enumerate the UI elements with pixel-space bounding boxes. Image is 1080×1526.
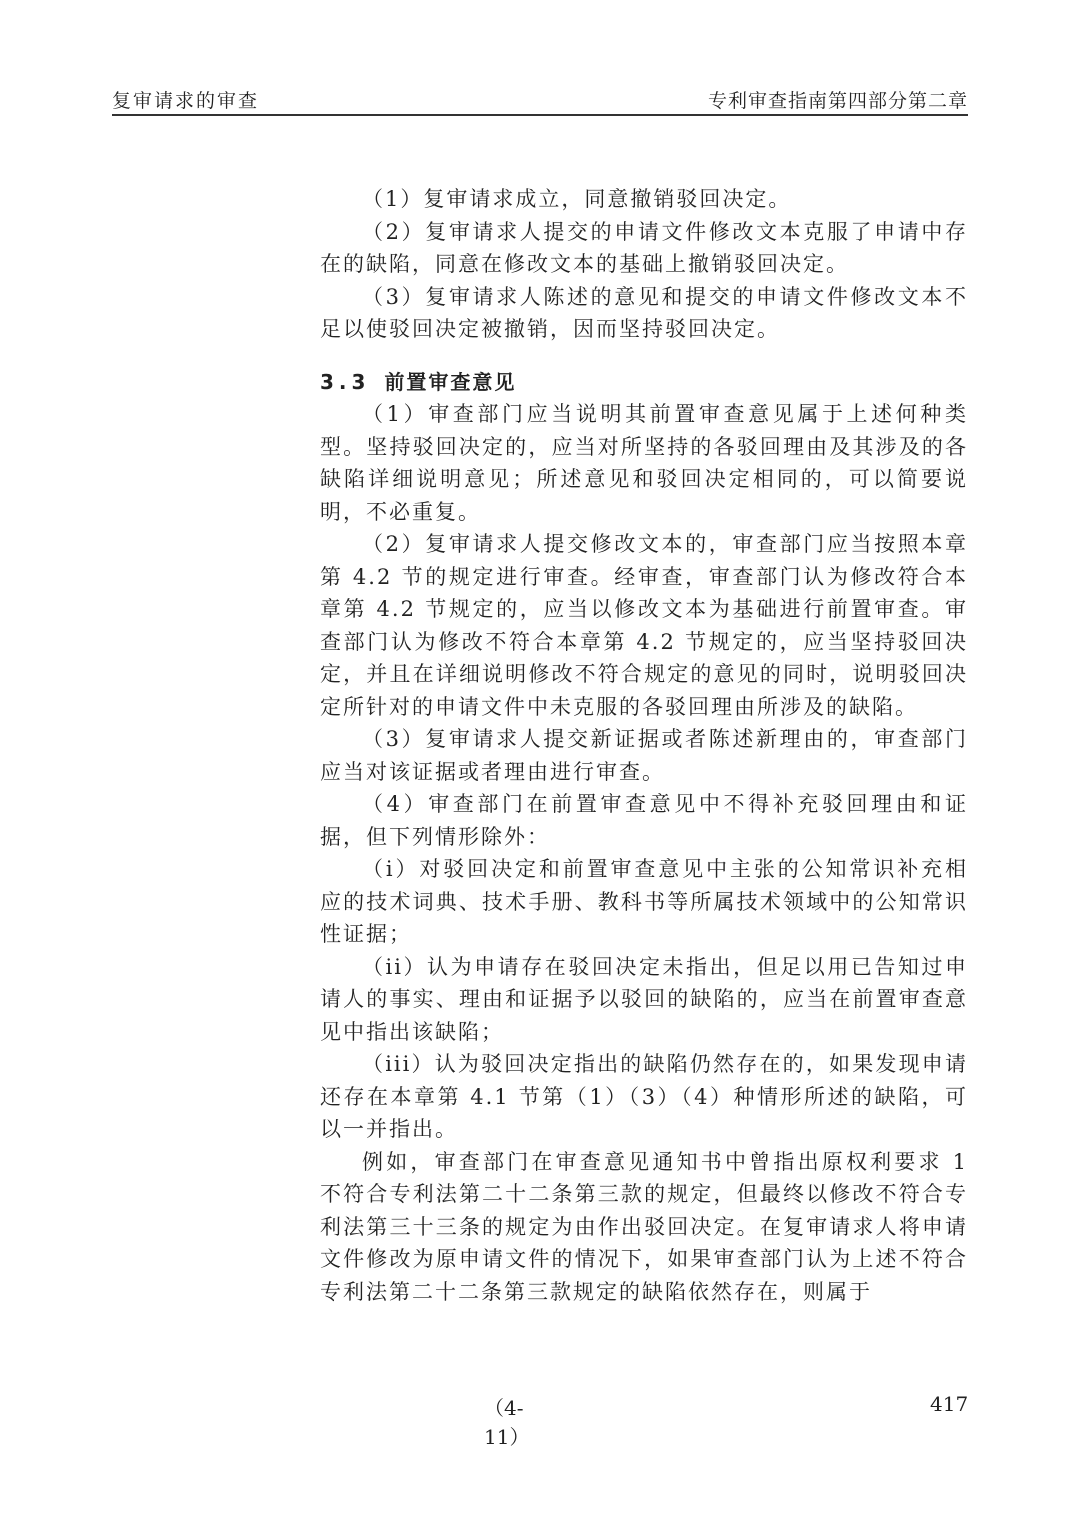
section-number: 3.3 (320, 369, 371, 394)
paragraph: （ii）认为申请存在驳回决定未指出，但足以用已告知过申请人的事实、理由和证据予以驳回的缺陷的，应当在前置审查意见中指出该缺陷； (320, 954, 968, 1044)
paragraph: （2）复审请求人提交修改文本的，审查部门应当按照本章第 4.2 节的规定进行审查。经审查，审查部门认为修改符合本章第 4.2 节规定的，应当以修改文本为基础进行前置审查。审查部门认为修改不符合本章第 4.2 节规定的，应当坚持驳回决定，并且在详细说明修改不符合规定的意见的同时，说明驳回决定所针对的申请文件中未克服的各驳回理由所涉及的缺陷。 (320, 532, 968, 719)
paragraph: （1）审查部门应当说明其前置审查意见属于上述何种类型。坚持驳回决定的，应当对所坚持的各驳回理由及其涉及的各缺陷详细说明意见；所述意见和驳回决定相同的，可以简要说明，不必重复。 (320, 402, 968, 524)
running-header (112, 80, 968, 116)
footer-section-code: （4-11） (484, 1396, 530, 1449)
paragraph: （i）对驳回决定和前置审查意见中主张的公知常识补充相应的技术词典、技术手册、教科书等所属技术领域中的公知常识性证据； (320, 857, 968, 946)
section-title: 前置审查意见 (384, 369, 517, 394)
paragraph: （2）复审请求人提交的申请文件修改文本克服了申请中存在的缺陷，同意在修改文本的基础上撤销驳回决定。 (320, 219, 968, 276)
page-body (320, 183, 968, 1308)
header-chapter-title: 复审请求的审查 (112, 90, 260, 112)
paragraph: （1）复审请求成立，同意撤销驳回决定。 (362, 187, 792, 211)
paragraph: （3）复审请求人提交新证据或者陈述新理由的，审查部门应当对该证据或者理由进行审查。 (320, 727, 968, 784)
header-book-title: 专利审查指南第四部分第二章 (707, 90, 968, 112)
page-number: 417 (930, 1392, 969, 1416)
paragraph: （iii）认为驳回决定指出的缺陷仍然存在的，如果发现申请还存在本章第 4.1 节第（1）（3）（4）种情形所述的缺陷，可以一并指出。 (320, 1052, 968, 1141)
paragraph: 例如，审查部门在审查意见通知书中曾指出原权利要求 1 不符合专利法第二十二条第三款的规定，但最终以修改不符合专利法第三十三条的规定为由作出驳回决定。在复审请求人将申请文件修改为原申请文件的情况下，如果审查部门认为上述不符合专利法第二十二条第三款规定的缺陷依然存在，则属于 (320, 1149, 968, 1304)
paragraph: （3）复审请求人陈述的意见和提交的申请文件修改文本不足以使驳回决定被撤销，因而坚持驳回决定。 (320, 284, 968, 341)
section-heading (320, 366, 968, 399)
paragraph: （4）审查部门在前置审查意见中不得补充驳回理由和证据，但下列情形除外： (320, 792, 968, 849)
